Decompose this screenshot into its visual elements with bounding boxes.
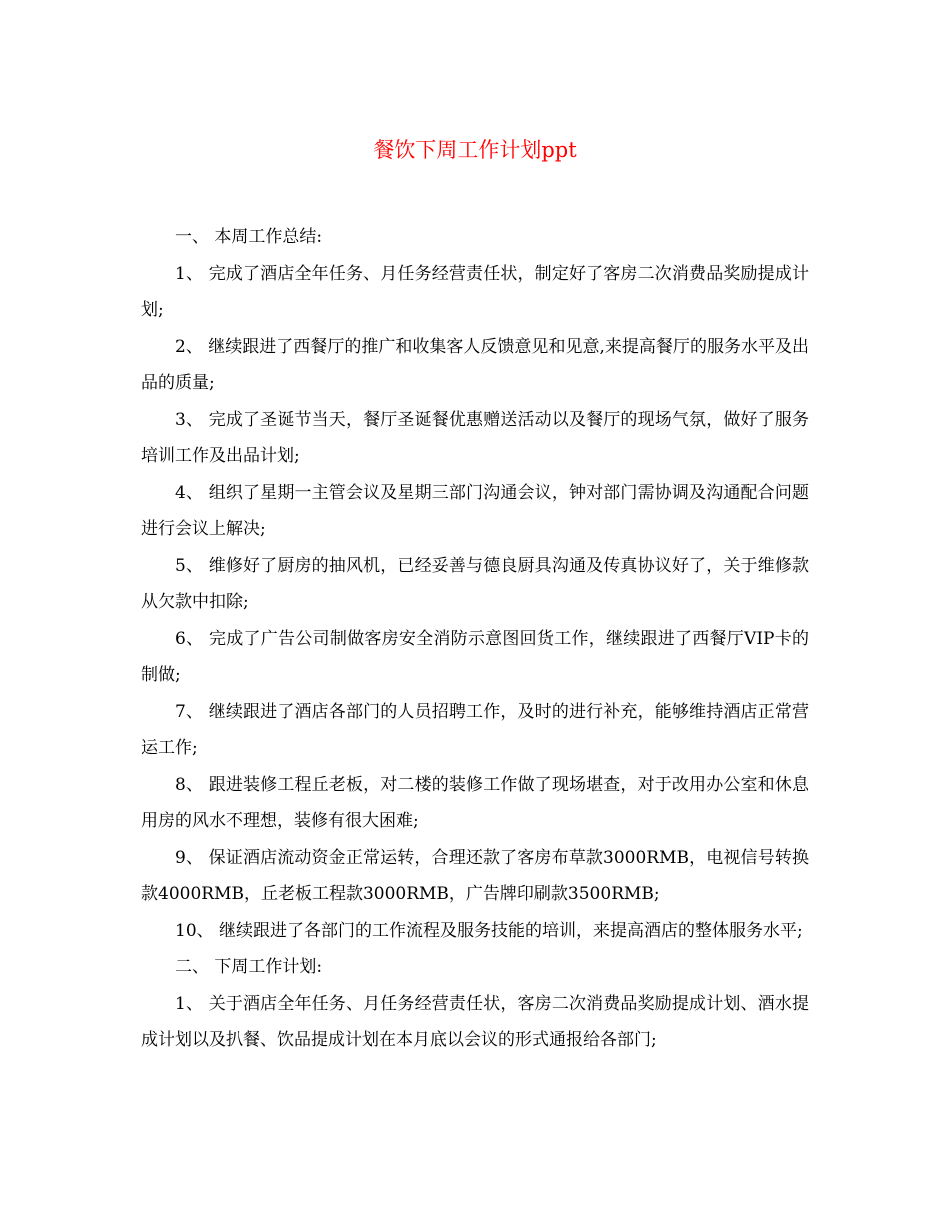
plan-item-1: 1、 关于酒店全年任务、月任务经营责任状，客房二次消费品奖励提成计划、酒水提成计划以及扒餐、饮品提成计划在本月底以会议的形式通报给各部门;	[141, 993, 809, 1050]
summary-item-6: 6、 完成了广告公司制做客房安全消防示意图回货工作，继续跟进了西餐厅VIP卡的制做;	[141, 628, 809, 685]
summary-item-8: 8、 跟进装修工程丘老板，对二楼的装修工作做了现场堪查，对于改用办公室和休息用房的风水不理想，装修有很大困难;	[141, 774, 809, 831]
summary-item-3: 3、 完成了圣诞节当天，餐厅圣诞餐优惠赠送活动以及餐厅的现场气氛，做好了服务培训工作及出品计划;	[141, 409, 809, 466]
section-heading-plan: 二、 下周工作计划:	[175, 957, 323, 977]
section-heading-summary: 一、 本周工作总结:	[175, 227, 323, 247]
summary-item-2: 2、 继续跟进了西餐厅的推广和收集客人反馈意见和见意,来提高餐厅的服务水平及出品的质量;	[141, 336, 809, 393]
summary-item-4: 4、 组织了星期一主管会议及星期三部门沟通会议，钟对部门需协调及沟通配合问题进行会议上解决;	[141, 482, 809, 539]
summary-item-9: 9、 保证酒店流动资金正常运转，合理还款了客房布草款3000RMB，电视信号转换款4000RMB，丘老板工程款3000RMB，广告牌印刷款3500RMB;	[141, 847, 809, 904]
summary-item-5: 5、 维修好了厨房的抽风机，已经妥善与德良厨具沟通及传真协议好了，关于维修款从欠款中扣除;	[141, 555, 809, 612]
summary-item-1: 1、 完成了酒店全年任务、月任务经营责任状，制定好了客房二次消费品奖励提成计划;	[141, 263, 809, 320]
summary-item-10: 10、 继续跟进了各部门的工作流程及服务技能的培训，来提高酒店的整体服务水平;	[175, 920, 803, 941]
summary-item-7: 7、 继续跟进了酒店各部门的人员招聘工作，及时的进行补充，能够维持酒店正常营运工作;	[141, 701, 809, 758]
document-title: 餐饮下周工作计划ppt	[373, 138, 577, 162]
document-body	[141, 219, 809, 1059]
